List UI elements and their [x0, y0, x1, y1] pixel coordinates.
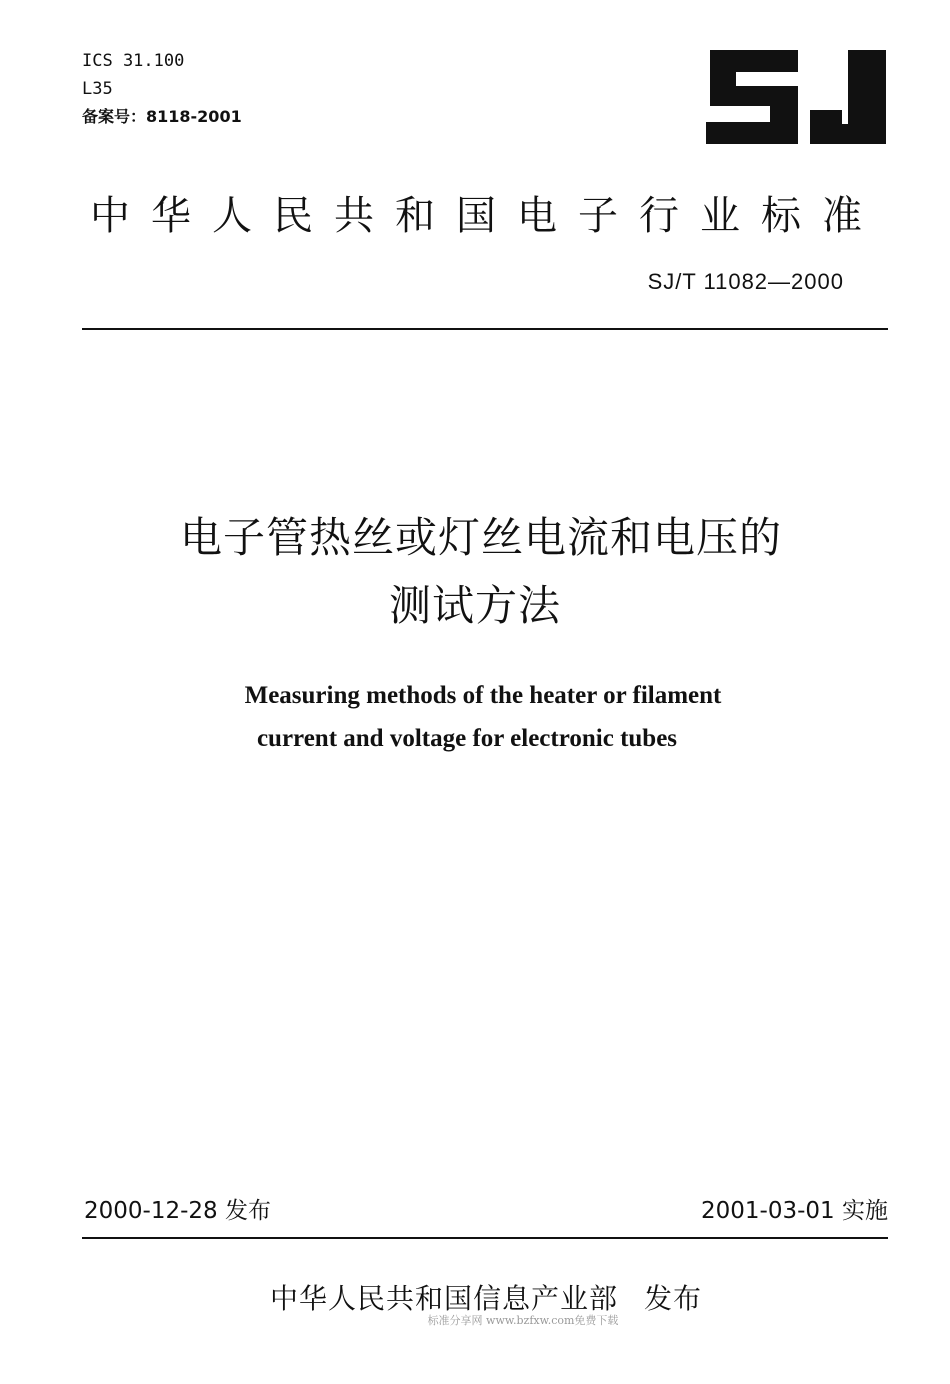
title-en-line-2: current and voltage for electronic tubes [256, 725, 678, 752]
title-cn-line-2: 测试方法 [388, 581, 561, 630]
issuer-name: 中华人民共和国信息产业部 [269, 1282, 618, 1315]
top-divider [82, 328, 888, 330]
record-number: 备案号：8118-2001 [82, 107, 242, 126]
implementation-date: 2001-03-01 实施 [701, 1198, 888, 1224]
title-cn-line-1: 电子管热丝或灯丝电流和电压的 [179, 513, 782, 562]
watermark: 标准分享网 www.bzfxw.com免费下载 [427, 1314, 619, 1327]
sj-logo [702, 46, 892, 148]
standard-number: SJ/T 11082—2000 [647, 269, 844, 294]
standard-type: 中华人民共和国电子行业标准 [90, 193, 883, 239]
issuer-action: 发布 [644, 1282, 703, 1315]
title-en-line-1: Measuring methods of the heater or filament [244, 682, 722, 709]
classification-code: L35 [82, 79, 113, 99]
issue-date: 2000-12-28 发布 [84, 1198, 271, 1224]
bottom-divider [82, 1237, 888, 1239]
ics-code: ICS 31.100 [82, 51, 185, 71]
